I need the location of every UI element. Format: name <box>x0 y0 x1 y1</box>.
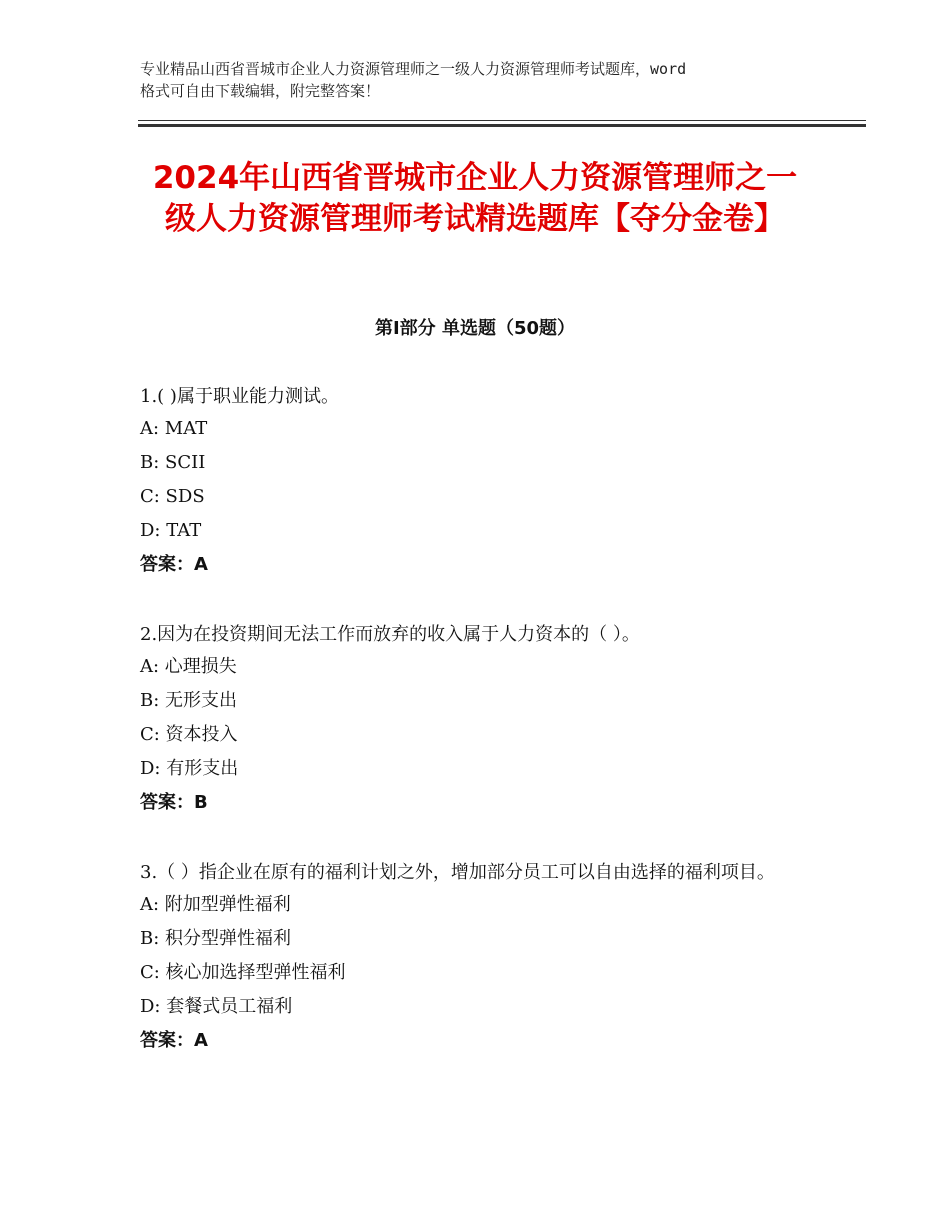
option-d: D: TAT <box>140 520 202 541</box>
option-b: B: SCII <box>140 452 206 473</box>
document-title: 2024年山西省晋城市企业人力资源管理师之一级人力资源管理师考试精选题库【夺分金卷】 <box>152 160 798 237</box>
option-c: C: SDS <box>140 486 205 507</box>
header-note-line-1: 专业精品山西省晋城市企业人力资源管理师之一级人力资源管理师考试题库，word <box>140 60 687 78</box>
option-b: B: 无形支出 <box>140 690 238 711</box>
header-divider-thick <box>138 124 866 127</box>
question-1 <box>140 382 820 582</box>
header-divider-thin <box>138 120 866 121</box>
option-d: D: 有形支出 <box>140 758 239 779</box>
answer: 答案：A <box>140 554 208 575</box>
question-list <box>140 382 820 1096</box>
question-3 <box>140 858 820 1058</box>
header-note <box>140 58 820 102</box>
option-c: C: 核心加选择型弹性福利 <box>140 962 346 983</box>
option-b: B: 积分型弹性福利 <box>140 928 292 949</box>
question-stem: 2.因为在投资期间无法工作而放弃的收入属于人力资本的（ ）。 <box>140 624 640 645</box>
section-title: 第Ⅰ部分 单选题（50题） <box>374 318 575 339</box>
option-a: A: 心理损失 <box>140 656 237 677</box>
question-stem: 3.（ ）指企业在原有的福利计划之外，增加部分员工可以自由选择的福利项目。 <box>140 862 775 883</box>
option-c: C: 资本投入 <box>140 724 238 745</box>
answer: 答案：A <box>140 1030 208 1051</box>
option-a: A: 附加型弹性福利 <box>140 894 291 915</box>
question-2 <box>140 620 820 820</box>
option-a: A: MAT <box>140 418 208 439</box>
question-stem: 1.( )属于职业能力测试。 <box>140 386 339 407</box>
option-d: D: 套餐式员工福利 <box>140 996 293 1017</box>
header-note-line-2: 格式可自由下载编辑，附完整答案！ <box>140 82 381 100</box>
answer: 答案：B <box>140 792 208 813</box>
